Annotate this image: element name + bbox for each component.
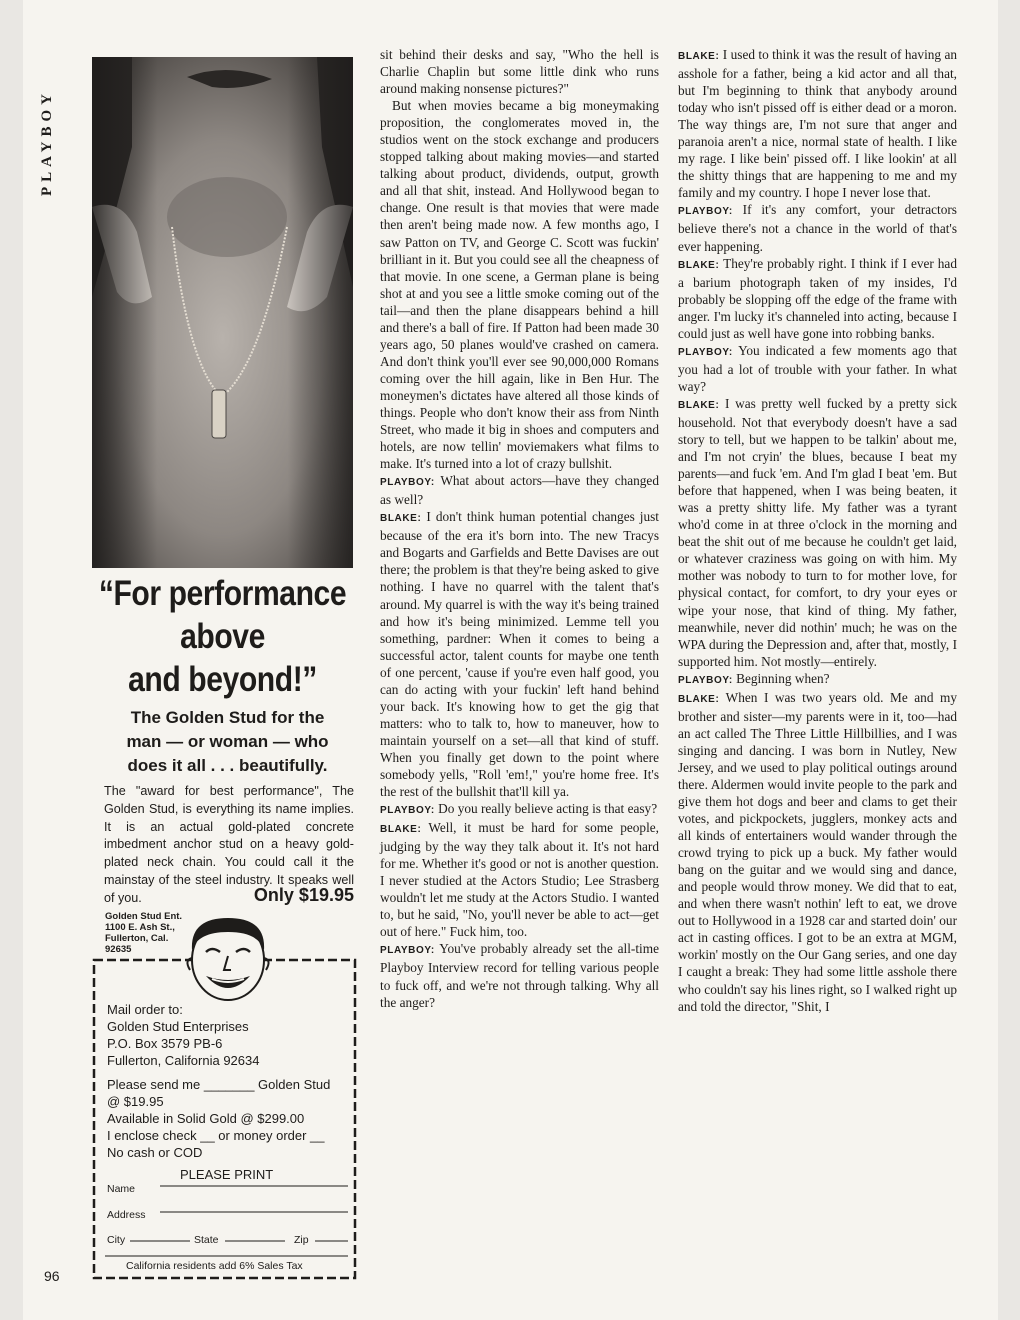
coupon-line: Fullerton, California 92634: [107, 1053, 260, 1068]
speaker-label: PLAYBOY:: [678, 206, 733, 218]
ad-address-line: Fullerton, Cal.: [105, 933, 169, 944]
ad-headline-line: and beyond!”: [128, 660, 317, 699]
paragraph-text: Beginning when?: [736, 670, 830, 686]
coupon-mail-to: [107, 1001, 259, 1069]
playboy-masthead: [32, 46, 60, 196]
speaker-label: PLAYBOY:: [380, 805, 435, 817]
ad-headline-line: “For performance: [98, 574, 347, 613]
ad-subhead-line: does it all . . . beautifully.: [127, 756, 328, 775]
article-paragraph: [678, 201, 957, 254]
coupon-tax-note: California residents add 6% Sales Tax: [126, 1260, 303, 1272]
article-paragraph: [678, 255, 957, 342]
article-paragraph: [380, 46, 659, 97]
article-paragraph: [380, 508, 659, 800]
ad-headline-line: above: [180, 617, 265, 656]
speaker-label: PLAYBOY:: [380, 945, 435, 957]
paragraph-text: I used to think it was the result of having an asshole for a father, being a kid actor and all that, but I'm beginning to think that anybody around today who isn't pissed off is either dead or a moron. The way things are, I'm not sure that anger and paranoia aren't a nice, normal state of health. I like my rage. I like bein' pissed off. I like lookin' at all the shitty things that are happening to me and my family and my country. I hope I never lose that.: [678, 47, 958, 201]
article-paragraph: [380, 940, 659, 1010]
advert-photo: [92, 57, 353, 568]
coupon-please-print: PLEASE PRINT: [180, 1167, 274, 1182]
speaker-label: BLAKE:: [380, 513, 422, 525]
article-paragraph: [380, 800, 659, 819]
paragraph-text: What about actors—have they changed as well?: [380, 473, 659, 508]
speaker-label: BLAKE:: [380, 824, 422, 836]
coupon-address-label: Address: [107, 1209, 146, 1221]
paragraph-text: You've probably already set the all-time Playboy Interview record for telling various people to fuck off, and we're not through talking. Why all the anger?: [380, 941, 659, 1010]
speaker-label: BLAKE:: [678, 259, 720, 271]
paragraph-text: You indicated a few moments ago that you had a lot of trouble with your father. In what way?: [678, 342, 957, 394]
paragraph-text: They're probably right. I think if I ever had a barium photograph taken of my insides, I'd probably be slopping off the edge of the frame with anger. I'm lucky it's channeled into acting, because I could just as well have gone into robbing banks.: [678, 255, 957, 341]
paragraph-text: I don't think human potential changes just because of the era it's born into. The new Tracys and Bogarts and Garfields and Bette Davises are out there; the problem is that they're being asked to give nothing. I have no quarrel with the talent that's around. My quarrel is with the way it's being trained and how it's being minimized. Lemme tell you something, pardner: When it comes to being a successful actor, talent counts for maybe one tenth of one percent, 'cause if you're even half good, you can do acting with your fuckin' left hand behind your back. It's knowing how to get the gig that matters: who to talk to, how to maneuver, how to maintain yourself on a set—all that kind of stuff. When you finally get down to the point where somebody yells, "Roll 'em!," you're home free. It's the rest of the bullshit that'll kill ya.: [380, 509, 659, 800]
ad-subhead-line: man — or woman — who: [126, 732, 329, 751]
ad-headline: [91, 572, 353, 701]
paragraph-text: I was pretty well fucked by a pretty sick household. Not that everybody doesn't have a sad story to tell, but we happen to be talkin' about me, and I'm not cryin' the blues, because I beat my parents—and fuck 'em. And I'm glad I beat 'em. But before that happened, when I was being beaten, it was a pretty shitty life. My father was a tyrant who'd come in at three o'clock in the morning and beat the shit out of me because he couldn't get laid, or whatever craziness was going on with him. My mother was nobody to turn to for mother love, for physical contact, for comfort, to dry your eyes or wipe your nose, that kind of thing. My father, meanwhile, never did nothin' much; he was on the WPA during the Depression and, after that, mostly, I supported him. Not mostly—entirely.: [678, 395, 958, 669]
coupon-zip-label: Zip: [294, 1234, 309, 1246]
article-paragraph: [678, 395, 957, 670]
coupon-line: Mail order to:: [107, 1002, 183, 1017]
coupon-line: Please send me _______ Golden Stud: [107, 1077, 331, 1092]
ad-body-copy: [104, 783, 354, 908]
coupon-line: Golden Stud Enterprises: [107, 1019, 249, 1034]
speaker-label: PLAYBOY:: [678, 674, 733, 686]
ad-price: Only $19.95: [253, 884, 354, 905]
speaker-label: BLAKE:: [678, 51, 720, 62]
article-paragraph: [380, 97, 659, 472]
speaker-label: BLAKE:: [678, 693, 720, 705]
paragraph-text: When I was two years old. Me and my brother and sister—my parents were in it, too—had an act called The Three Little Hillbillies, and I was singing and dancing. I was born in Nutley, New Jersey, and we used to play political outings around there. Aldermen would invite people to the park and give them hot dogs and beer and clams to get their votes, and pickpockets, jugglers, monkey acts and all kinds of entertainers would wander through the crowd trying to pick up a buck. My father would bang on the guitar and we would sing and dance, and people would throw money. We did that to eat, and when there wasn't nothin' left to eat, we drove out to Hollywood in a 1928 car and started doin' our act in casting offices. I got to be an extra at MGM, workin' mostly on the Our Gang series, and one day I caught a break: They had some little asshole there who couldn't say his lines right, so I walked right up and told the director, "Shit, I: [678, 689, 957, 1014]
article-paragraph: [678, 670, 957, 689]
article-column-2: [380, 46, 659, 1011]
ad-address-line: 1100 E. Ash St.,: [105, 922, 175, 933]
article-paragraph: [380, 819, 659, 940]
page-number: 96: [44, 1268, 60, 1284]
paragraph-text: If it's any comfort, your detractors believe there's not a chance in the world of that's ever happening.: [678, 202, 957, 254]
paragraph-text: But when movies became a big moneymaking proposition, the conglomerates moved in, the studios went on the stock exchange and producers stopped talking about making movies—and started talking about product, dividends, output, growth and all that shit, instead. And Hollywood began to change. One result is that movies that were made then aren't being made now. A few months ago, I saw Patton on TV, and George C. Scott was fuckin' brilliant in it. But you could see all the cheapness of that movie. In one scene, a German plane is being shot at and you see a little smoke coming out of the tail—and then the plane disappears behind a hill and there's a ball of fire. If Patton had been made 30 years ago, 50 planes would've crashed on camera. And don't think you'll ever see 90,000,000 Romans coming over the hill again, like in Ben Hur. The moneymen's dictates have altered all those kinds of things. People who don't know their ass from Ninth Street, who made it big in shoes and computers and hotels, are now tellin' moviemakers what films to make. It's turned into a lot of crazy bullshit.: [380, 98, 659, 472]
coupon-order-lines: [107, 1076, 330, 1161]
ad-subhead: [100, 706, 355, 778]
coupon-name-label: Name: [107, 1183, 136, 1195]
article-paragraph: [380, 472, 659, 508]
coupon-line: P.O. Box 3579 PB-6: [107, 1036, 223, 1051]
article-paragraph: [678, 689, 957, 1015]
speaker-label: BLAKE:: [678, 399, 720, 411]
ad-body-text: The "award for best performance", The Golden Stud, is everything its name implies. It is an actual gold-plated concrete imbedment anchor stud on a heavy gold-plated neck chain. You could call it the mainstay of the steel industry. It speaks well of you.: [104, 784, 354, 905]
coupon-city-label: City: [107, 1234, 126, 1246]
paragraph-text: Well, it must be hard for some people, judging by the way they talk about it. It's not hard for me. Whether it's good or not is another question. I never studied at the Actors Studio; Lee Strasberg wouldn't let me study at the Actors Studio. I wanted to, but he said, "No, you'll never be able to act—get out of here." Fuck him, too.: [380, 820, 659, 940]
ad-address-line: 92635: [105, 944, 132, 955]
article-paragraph: [678, 342, 957, 395]
ad-address-line: Golden Stud Ent.: [105, 911, 183, 922]
svg-text:PLAYBOY: PLAYBOY: [39, 89, 55, 196]
article-paragraph: [678, 46, 957, 201]
article-column-3: [678, 46, 957, 1015]
ad-subhead-line: The Golden Stud for the: [130, 708, 325, 727]
coupon-line: I enclose check __ or money order __: [107, 1128, 325, 1143]
paragraph-text: sit behind their desks and say, "Who the hell is Charlie Chaplin but some little dink who runs around making nonsense pictures?": [380, 47, 659, 97]
coupon-line: No cash or COD: [107, 1145, 203, 1160]
coupon-line: @ $19.95: [107, 1094, 164, 1109]
coupon-line: Available in Solid Gold @ $299.00: [107, 1111, 305, 1126]
cartoon-face-icon: [178, 910, 278, 1005]
speaker-label: PLAYBOY:: [380, 477, 435, 489]
coupon-state-label: State: [194, 1234, 219, 1246]
paragraph-text: Do you really believe acting is that easy?: [438, 801, 658, 817]
speaker-label: PLAYBOY:: [678, 346, 733, 358]
